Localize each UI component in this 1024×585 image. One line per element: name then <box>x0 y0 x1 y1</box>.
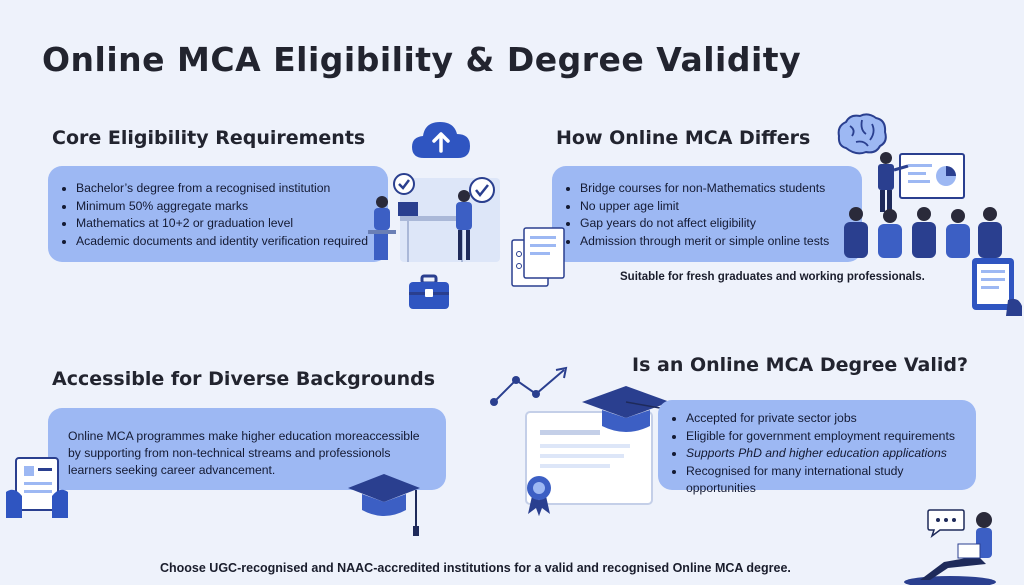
differs-item: • Bridge courses for non-Mathematics students <box>580 180 862 198</box>
core-item: • Mathematics at 10+2 or graduation level <box>76 215 388 233</box>
document-icon <box>510 226 568 290</box>
valid-heading: Is an Online MCA Degree Valid? <box>632 354 969 376</box>
differs-item: • No upper age limit <box>580 198 862 216</box>
differs-note: Suitable for fresh graduates and working professionals. <box>620 271 925 283</box>
core-item: • Minimum 50% aggregate marks <box>76 198 388 216</box>
differs-heading: How Online MCA Differs <box>556 127 811 149</box>
clipboard-icon <box>4 456 70 520</box>
check-circle-icon <box>468 176 496 204</box>
valid-card <box>658 400 976 495</box>
footer-note: Choose UGC-recognised and NAAC-accredited institutions for a valid and recognised Online MCA degree. <box>160 561 791 575</box>
differs-card <box>552 166 862 262</box>
differs-item: • Gap years do not affect eligibility <box>580 215 862 233</box>
brain-icon <box>836 112 888 156</box>
valid-item: • Supports PhD and higher education applications <box>686 445 976 463</box>
core-item: • Academic documents and identity verification required <box>76 233 388 251</box>
briefcase-icon <box>408 274 450 310</box>
presentation-icon <box>840 152 1016 264</box>
core-item: • Bachelor’s degree from a recognised institution <box>76 180 388 198</box>
tablet-icon <box>968 256 1022 316</box>
valid-item: • Recognised for many international study opportunities <box>686 463 976 498</box>
cloud-upload-icon <box>410 118 472 160</box>
core-card <box>48 166 388 262</box>
differs-item: • Admission through merit or simple online tests <box>580 233 862 251</box>
page-title: Online MCA Eligibility & Degree Validity <box>42 40 802 79</box>
accessible-text: Online MCA programmes make higher education moreaccessible by supporting from non-technical streams and professionols learners seeking career advancement. <box>68 429 420 477</box>
graduation-cap-icon <box>346 470 422 540</box>
speech-bubble-icon <box>926 508 966 538</box>
core-heading: Core Eligibility Requirements <box>52 127 366 149</box>
medal-icon <box>522 474 556 516</box>
valid-item: • Eligible for government employment requirements <box>686 428 976 446</box>
valid-item: • Accepted for private sector jobs <box>686 410 976 428</box>
accessible-heading: Accessible for Diverse Backgrounds <box>52 368 436 390</box>
check-circle-icon <box>392 172 416 196</box>
